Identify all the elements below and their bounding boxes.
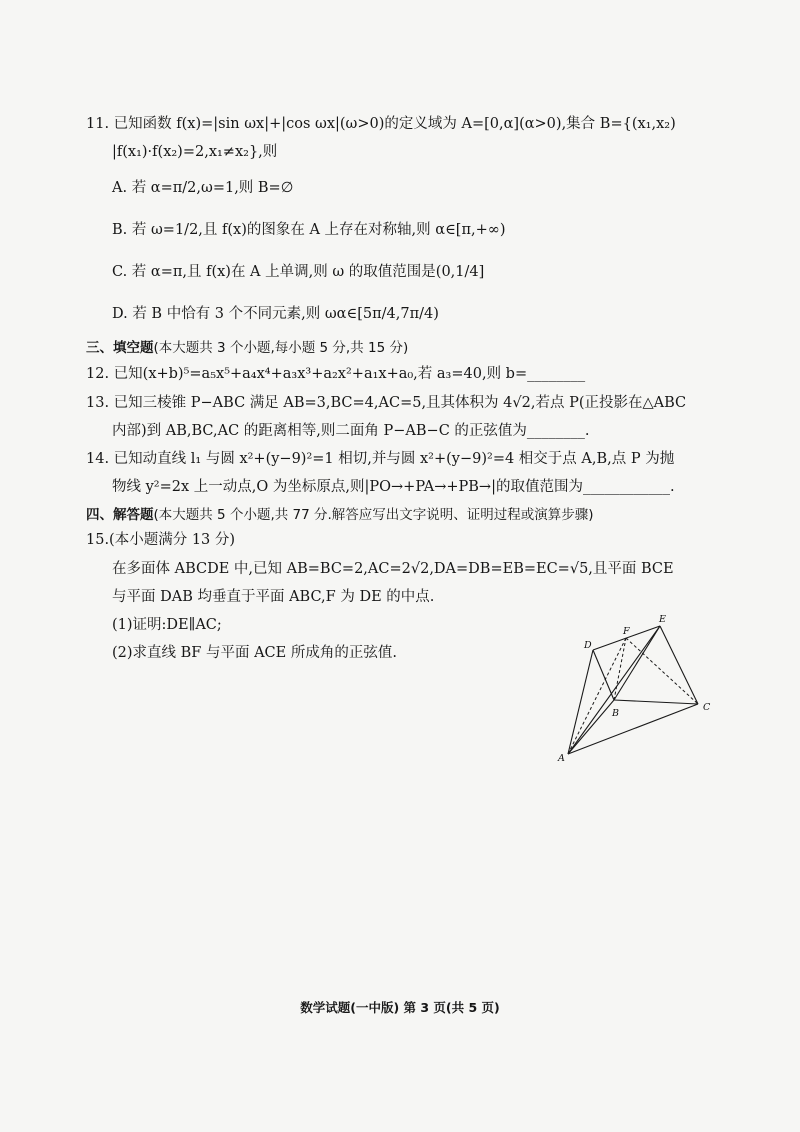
- section4-note: (本大题共 5 个小题,共 77 分.解答应写出文字说明、证明过程或演算步骤): [153, 507, 594, 523]
- q13-line2: 内部)到 AB,BC,AC 的距离相等,则二面角 P−AB−C 的正弦值为________.: [112, 423, 590, 439]
- polyhedron-figure: [548, 608, 728, 768]
- label-d: D: [584, 640, 592, 651]
- label-c: C: [703, 702, 711, 713]
- edge-fc-dashed: [626, 638, 698, 704]
- q11-option-b: B. 若 ω=1/2,且 f(x)的图象在 A 上存在对称轴,则 α∈[π,+∞): [112, 222, 506, 238]
- label-b: B: [612, 708, 619, 719]
- edge-ac: [568, 704, 698, 754]
- q11-option-d: D. 若 B 中恰有 3 个不同元素,则 ωα∈[5π/4,7π/4): [112, 306, 439, 322]
- q11-stem-line2: |f(x₁)·f(x₂)=2,x₁≠x₂},则: [112, 144, 278, 160]
- edge-be: [614, 626, 660, 700]
- edge-ae: [568, 626, 660, 754]
- edge-bc: [614, 700, 698, 704]
- q15-part1: (1)证明:DE∥AC;: [112, 617, 222, 633]
- edge-ad: [568, 650, 593, 754]
- q11-option-c: C. 若 α=π,且 f(x)在 A 上单调,则 ω 的取值范围是(0,1/4]: [112, 264, 485, 280]
- q15-header: 15.(本小题满分 13 分): [86, 532, 236, 548]
- edge-af-dashed: [568, 638, 626, 754]
- q15-line2: 与平面 DAB 均垂直于平面 ABC,F 为 DE 的中点.: [112, 589, 435, 605]
- label-a: A: [558, 753, 565, 764]
- section3-note: (本大题共 3 个小题,每小题 5 分,共 15 分): [153, 340, 409, 356]
- label-f: F: [623, 626, 630, 637]
- q14-line1: 14. 已知动直线 l₁ 与圆 x²+(y−9)²=1 相切,并与圆 x²+(y−9)²=4 相交于点 A,B,点 P 为抛: [86, 451, 675, 467]
- label-e: E: [659, 614, 666, 625]
- q11-option-a: A. 若 α=π/2,ω=1,则 B=∅: [112, 180, 294, 196]
- edge-db: [593, 650, 614, 700]
- section3-heading: [86, 338, 408, 358]
- q13-line1: 13. 已知三棱锥 P−ABC 满足 AB=3,BC=4,AC=5,且其体积为 4√2,若点 P(正投影在△ABC: [86, 395, 687, 411]
- q12-text: 12. 已知(x+b)⁵=a₅x⁵+a₄x⁴+a₃x³+a₂x²+a₁x+a₀,若 a₃=40,则 b=________: [86, 366, 586, 382]
- section4-heading: [86, 505, 594, 525]
- q15-part2: (2)求直线 BF 与平面 ACE 所成角的正弦值.: [112, 645, 397, 661]
- q11-stem-line1: 11. 已知函数 f(x)=|sin ωx|+|cos ωx|(ω>0)的定义域为 A=[0,α](α>0),集合 B={(x₁,x₂): [86, 116, 676, 132]
- q15-line1: 在多面体 ABCDE 中,已知 AB=BC=2,AC=2√2,DA=DB=EB=EC=√5,且平面 BCE: [112, 561, 674, 577]
- page-footer: 数学试题(一中版) 第 3 页(共 5 页): [300, 1000, 500, 1015]
- section4-title: 四、解答题: [86, 507, 154, 523]
- q14-line2: 物线 y²=2x 上一动点,O 为坐标原点,则|PO→+PA→+PB→|的取值范围为____________.: [112, 479, 675, 495]
- section3-title: 三、填空题: [86, 340, 154, 356]
- edge-ec: [660, 626, 698, 704]
